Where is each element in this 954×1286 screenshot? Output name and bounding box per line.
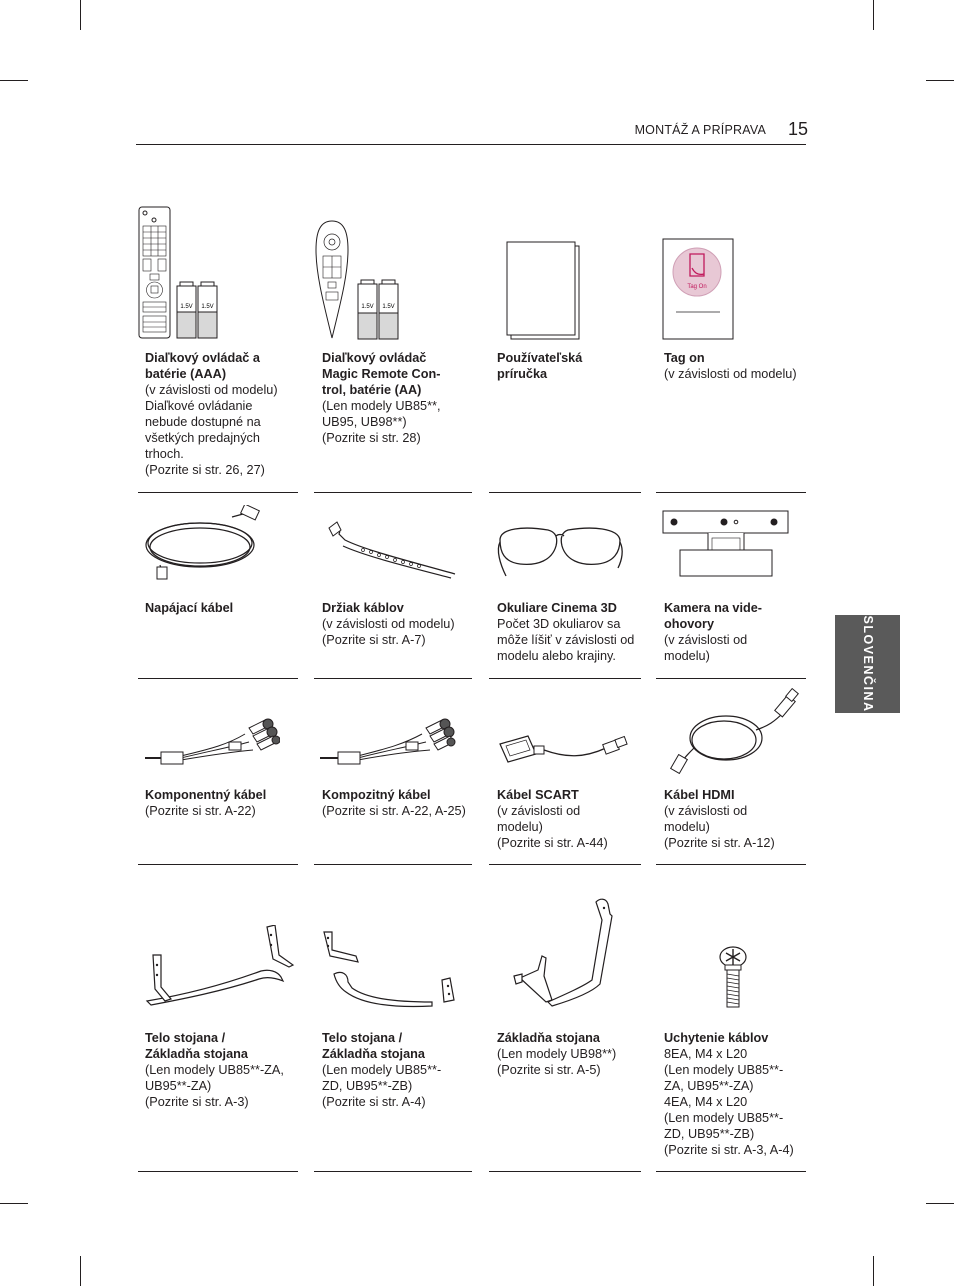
crop-mark bbox=[80, 0, 81, 30]
header-divider bbox=[136, 144, 806, 145]
cable-holder-icon bbox=[325, 520, 461, 585]
item-description: (v závislosti od modelu) Diaľkové ovládanie nebude dostupné na všetkých predajných trhoch. (Pozrite si str. 26, 27) bbox=[145, 383, 278, 477]
3d-glasses-icon bbox=[494, 520, 630, 587]
item-description: (v závislosti od modelu) bbox=[664, 367, 797, 381]
item-description: (Len modely UB85**, UB95, UB98**) (Pozrite si str. 28) bbox=[322, 399, 441, 445]
component-cable-icon bbox=[145, 712, 280, 775]
item-title: Telo stojana / Základňa stojana bbox=[322, 1031, 425, 1061]
item-caption bbox=[497, 1030, 642, 1078]
stand-base-icon bbox=[512, 896, 618, 1013]
remote-control-icon bbox=[138, 206, 222, 345]
item-description: (v závislosti od modelu) (Pozrite si str. A-44) bbox=[497, 804, 608, 850]
scart-cable-icon bbox=[496, 728, 632, 777]
battery-label: 1.5V bbox=[201, 304, 214, 310]
item-caption bbox=[322, 787, 477, 819]
item-title: Okuliare Cinema 3D bbox=[497, 601, 617, 615]
item-title: Základňa stojana bbox=[497, 1031, 600, 1045]
item-description: Počet 3D okuliarov sa môže líšiť v závislosti od modelu alebo krajiny. bbox=[497, 617, 635, 663]
item-description: (v závislosti od modelu) bbox=[664, 633, 748, 663]
item-description: (Len modely UB98**) (Pozrite si str. A-5) bbox=[497, 1047, 617, 1077]
item-title: Držiak káblov bbox=[322, 601, 404, 615]
row-divider bbox=[138, 1171, 298, 1172]
item-title: Diaľkový ovládač Magic Remote Con- trol, batérie (AA) bbox=[322, 351, 441, 397]
tag-on-text: Tag On bbox=[687, 284, 707, 290]
manual-icon bbox=[506, 241, 582, 346]
item-caption bbox=[145, 1030, 300, 1110]
item-title: Používateľská príručka bbox=[497, 351, 583, 381]
row-divider bbox=[656, 864, 806, 865]
item-caption bbox=[145, 600, 295, 616]
item-caption bbox=[322, 1030, 472, 1110]
item-caption bbox=[664, 350, 809, 382]
item-title: Tag on bbox=[664, 351, 705, 365]
item-caption bbox=[145, 350, 295, 478]
crop-mark bbox=[0, 80, 28, 81]
item-caption bbox=[322, 600, 472, 648]
composite-cable-icon bbox=[320, 712, 456, 775]
crop-mark bbox=[926, 80, 954, 81]
hdmi-cable-icon bbox=[664, 688, 802, 781]
crop-mark bbox=[926, 1203, 954, 1204]
item-title: Uchytenie káblov bbox=[664, 1031, 769, 1045]
crop-mark bbox=[873, 0, 874, 30]
stand-zd-icon bbox=[322, 926, 462, 1015]
item-title: Kamera na vide- ohovory bbox=[664, 601, 763, 631]
crop-mark bbox=[0, 1203, 28, 1204]
item-caption bbox=[664, 1030, 814, 1158]
page-number: 15 bbox=[788, 119, 809, 139]
row-divider bbox=[314, 492, 472, 493]
row-divider bbox=[138, 678, 298, 679]
item-description: (Pozrite si str. A-22, A-25) bbox=[322, 804, 466, 818]
item-description: (Len modely UB85**- ZD, UB95**-ZB) (Pozrite si str. A-4) bbox=[322, 1063, 442, 1109]
row-divider bbox=[489, 1171, 641, 1172]
battery-label: 1.5V bbox=[361, 304, 374, 310]
row-divider bbox=[656, 1171, 806, 1172]
row-divider bbox=[489, 492, 641, 493]
item-title: Kompozitný kábel bbox=[322, 788, 431, 802]
magic-remote-icon bbox=[314, 220, 404, 345]
item-description: (v závislosti od modelu) (Pozrite si str. A-12) bbox=[664, 804, 775, 850]
item-caption bbox=[322, 350, 472, 446]
item-description: (Pozrite si str. A-22) bbox=[145, 804, 256, 818]
row-divider bbox=[314, 678, 472, 679]
item-title: Kábel SCART bbox=[497, 788, 579, 802]
item-title: Komponentný kábel bbox=[145, 788, 267, 802]
item-title: Kábel HDMI bbox=[664, 788, 735, 802]
battery-label: 1.5V bbox=[180, 304, 193, 310]
item-description: (Len modely UB85**-ZA, UB95**-ZA) (Pozrite si str. A-3) bbox=[145, 1063, 284, 1109]
stand-za-icon bbox=[143, 925, 295, 1014]
screw-icon bbox=[716, 945, 750, 1014]
battery-label: 1.5V bbox=[382, 304, 395, 310]
tag-on-card-icon bbox=[662, 238, 734, 345]
row-divider bbox=[314, 1171, 472, 1172]
item-caption bbox=[664, 787, 809, 851]
language-tab bbox=[835, 615, 900, 713]
item-caption bbox=[497, 350, 642, 382]
item-caption bbox=[497, 600, 647, 664]
row-divider bbox=[656, 492, 806, 493]
item-title: Diaľkový ovládač a batérie (AAA) bbox=[145, 351, 260, 381]
language-tab-label: SLOVENČINA bbox=[860, 615, 875, 713]
item-title: Telo stojana / Základňa stojana bbox=[145, 1031, 248, 1061]
power-cable-icon bbox=[142, 505, 272, 588]
row-divider bbox=[314, 864, 472, 865]
crop-mark bbox=[873, 1256, 874, 1286]
row-divider bbox=[138, 492, 298, 493]
item-description: (v závislosti od modelu) (Pozrite si str. A-7) bbox=[322, 617, 455, 647]
row-divider bbox=[489, 864, 641, 865]
row-divider bbox=[489, 678, 641, 679]
item-description: 8EA, M4 x L20 (Len modely UB85**- ZA, UB95**-ZA) 4EA, M4 x L20 (Len modely UB85**- ZD, UB95**-ZB) (Pozrite si str. A-3, A-4) bbox=[664, 1047, 794, 1157]
item-title: Napájací kábel bbox=[145, 601, 234, 615]
item-caption bbox=[145, 787, 295, 819]
section-title: MONTÁŽ A PRÍPRAVA bbox=[634, 123, 766, 137]
row-divider bbox=[138, 864, 298, 865]
item-caption bbox=[664, 600, 809, 664]
row-divider bbox=[656, 678, 806, 679]
crop-mark bbox=[80, 1256, 81, 1286]
video-camera-icon bbox=[662, 508, 790, 585]
item-caption bbox=[497, 787, 642, 851]
